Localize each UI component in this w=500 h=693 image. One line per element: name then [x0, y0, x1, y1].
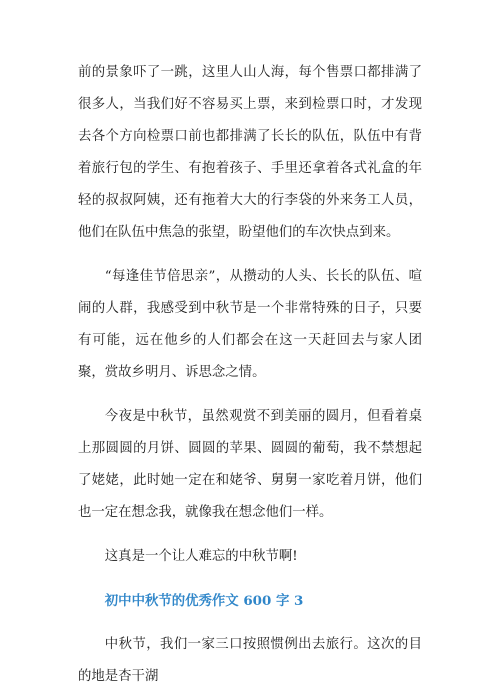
- paragraph-homesick: “每逢佳节倍思亲”，从攒动的人头、长长的队伍、喧闹的人群，我感受到中秋节是一个非常特殊的日子，只要有可能，远在他乡的人们都会在这一天赶回去与家人团聚，赏故乡明月、诉思念之情。: [78, 269, 422, 380]
- document-body: [78, 57, 422, 693]
- paragraph-memorable: 这真是一个让人难忘的中秋节啊!: [104, 549, 298, 564]
- paragraph-mid-autumn-night: 今夜是中秋节，虽然观赏不到美丽的圆月，但看着桌上那圆圆的月饼、圆圆的苹果、圆圆的葡萄，我不禁想起了姥姥，此时她一定在和姥爷、舅舅一家吃着月饼，他们也一定在想念我，就像我在想念他们一样。: [78, 409, 422, 520]
- paragraph-station-scene: 前的景象吓了一跳，这里人山人海，每个售票口都排满了很多人，当我们好不容易买上票，来到检票口时，才发现去各个方向检票口前也都排满了长长的队伍，队伍中有背着旅行包的学生、有抱着孩子、手里还拿着各式礼盒的年轻的叔叔阿姨，还有拖着大大的行李袋的外来务工人员，他们在队伍中焦急的张望，盼望他们的车次快点到来。: [78, 65, 422, 240]
- section-heading: 初中中秋节的优秀作文 600 字 3: [104, 593, 304, 609]
- paragraph-trip: 中秋节，我们一家三口按照惯例出去旅行。这次的目的地是杏干湖: [78, 637, 422, 684]
